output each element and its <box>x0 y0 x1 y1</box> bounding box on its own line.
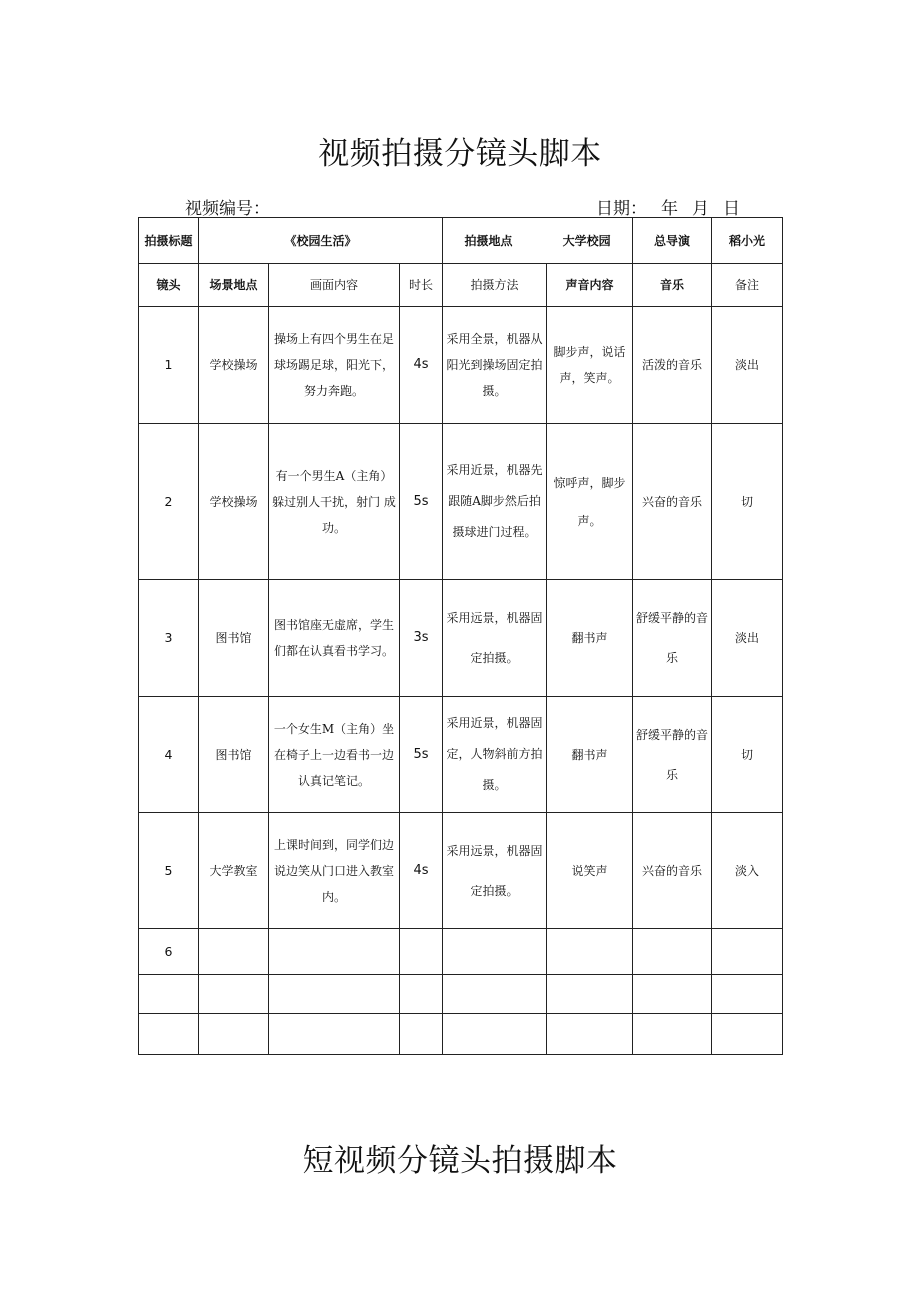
music: 活泼的音乐 <box>633 307 712 424</box>
empty-cell <box>633 975 712 1014</box>
day-label: 日 <box>723 199 740 219</box>
note: 切 <box>712 424 783 580</box>
shoot-title-label: 拍摄标题 <box>139 218 199 264</box>
sound-content: 脚步声，说话声，笑声。 <box>547 307 633 424</box>
sound-content: 惊呼声，脚步声。 <box>547 424 633 580</box>
header-note: 备注 <box>712 264 783 307</box>
music: 兴奋的音乐 <box>633 424 712 580</box>
video-number-label: 视频编号： <box>185 199 270 219</box>
shot-duration: 4s <box>400 307 443 424</box>
shoot-method: 采用远景，机器固定拍摄。 <box>443 813 547 929</box>
music: 兴奋的音乐 <box>633 813 712 929</box>
shot-number: 4 <box>139 697 199 813</box>
empty-cell <box>269 929 400 975</box>
table-row <box>139 697 783 813</box>
note: 淡入 <box>712 813 783 929</box>
empty-cell <box>400 975 443 1014</box>
sound-content: 说笑声 <box>547 813 633 929</box>
month-label: 月 <box>692 199 709 219</box>
header-row <box>139 264 783 307</box>
shoot-location-value: 大学校园 <box>562 233 611 248</box>
director-value: 稻小光 <box>712 218 783 264</box>
empty-cell <box>139 975 199 1014</box>
header-music: 音乐 <box>633 264 712 307</box>
table-row <box>139 580 783 697</box>
empty-cell <box>139 1014 199 1055</box>
note: 切 <box>712 697 783 813</box>
empty-cell <box>443 1014 547 1055</box>
note: 淡出 <box>712 307 783 424</box>
header-method: 拍摄方法 <box>443 264 547 307</box>
empty-cell <box>547 975 633 1014</box>
empty-cell <box>633 929 712 975</box>
shot-number: 2 <box>139 424 199 580</box>
empty-cell <box>547 1014 633 1055</box>
empty-cell <box>443 929 547 975</box>
shoot-method: 采用近景，机器先跟随A脚步然后拍摄球进门过程。 <box>443 424 547 580</box>
empty-cell <box>712 929 783 975</box>
shoot-method: 采用远景，机器固定拍摄。 <box>443 580 547 697</box>
shoot-location-label: 拍摄地点 <box>464 233 513 248</box>
header-sound: 声音内容 <box>547 264 633 307</box>
shoot-title-value: 《校园生活》 <box>199 218 443 264</box>
scene-content: 图书馆座无虚席，学生们都在认真看书学习。 <box>269 580 400 697</box>
scene-content: 操场上有四个男生在足球场踢足球，阳光下，努力奔跑。 <box>269 307 400 424</box>
info-row <box>139 218 783 264</box>
empty-cell <box>269 975 400 1014</box>
date-line <box>596 194 754 219</box>
scene-location: 图书馆 <box>199 697 269 813</box>
shot-duration: 4s <box>400 813 443 929</box>
table-row <box>139 307 783 424</box>
year-label: 年 <box>661 199 678 219</box>
sound-content: 翻书声 <box>547 580 633 697</box>
shot-number: 3 <box>139 580 199 697</box>
scene-content: 一个女生M（主角）坐在椅子上一边看书一边认真记笔记。 <box>269 697 400 813</box>
shoot-method: 采用近景，机器固定，人物斜前方拍摄。 <box>443 697 547 813</box>
empty-cell <box>199 975 269 1014</box>
shot-duration: 5s <box>400 424 443 580</box>
empty-cell <box>443 975 547 1014</box>
empty-cell <box>400 929 443 975</box>
table-row <box>139 813 783 929</box>
scene-location: 图书馆 <box>199 580 269 697</box>
shot-number: 5 <box>139 813 199 929</box>
section-title: 短视频分镜头拍摄脚本 <box>302 1143 618 1179</box>
shoot-method: 采用全景，机器从阳光到操场固定拍摄。 <box>443 307 547 424</box>
table-row <box>139 424 783 580</box>
empty-cell <box>712 975 783 1014</box>
note: 淡出 <box>712 580 783 697</box>
sound-content: 翻书声 <box>547 697 633 813</box>
empty-cell <box>633 1014 712 1055</box>
scene-content: 上课时间到，同学们边说边笑从门口进入教室内。 <box>269 813 400 929</box>
header-content: 画面内容 <box>269 264 400 307</box>
page-title: 视频拍摄分镜头脚本 <box>318 136 602 172</box>
table-row <box>139 1014 783 1055</box>
shoot-location-cell <box>443 218 633 264</box>
music: 舒缓平静的音乐 <box>633 697 712 813</box>
scene-location: 大学教室 <box>199 813 269 929</box>
date-label: 日期： <box>596 199 647 219</box>
shot-duration: 5s <box>400 697 443 813</box>
scene-content: 有一个男生A（主角）躲过别人干扰，射门 成功。 <box>269 424 400 580</box>
empty-cell <box>712 1014 783 1055</box>
empty-cell <box>199 929 269 975</box>
music: 舒缓平静的音乐 <box>633 580 712 697</box>
header-scene: 场景地点 <box>199 264 269 307</box>
shot-duration: 3s <box>400 580 443 697</box>
header-duration: 时长 <box>400 264 443 307</box>
table-row <box>139 929 783 975</box>
shot-number: 1 <box>139 307 199 424</box>
header-shot: 镜头 <box>139 264 199 307</box>
table-row <box>139 975 783 1014</box>
empty-cell <box>400 1014 443 1055</box>
shot-number: 6 <box>139 929 199 975</box>
empty-cell <box>269 1014 400 1055</box>
empty-cell <box>547 929 633 975</box>
scene-location: 学校操场 <box>199 307 269 424</box>
scene-location: 学校操场 <box>199 424 269 580</box>
director-label: 总导演 <box>633 218 712 264</box>
empty-cell <box>199 1014 269 1055</box>
storyboard-table <box>138 217 783 1055</box>
